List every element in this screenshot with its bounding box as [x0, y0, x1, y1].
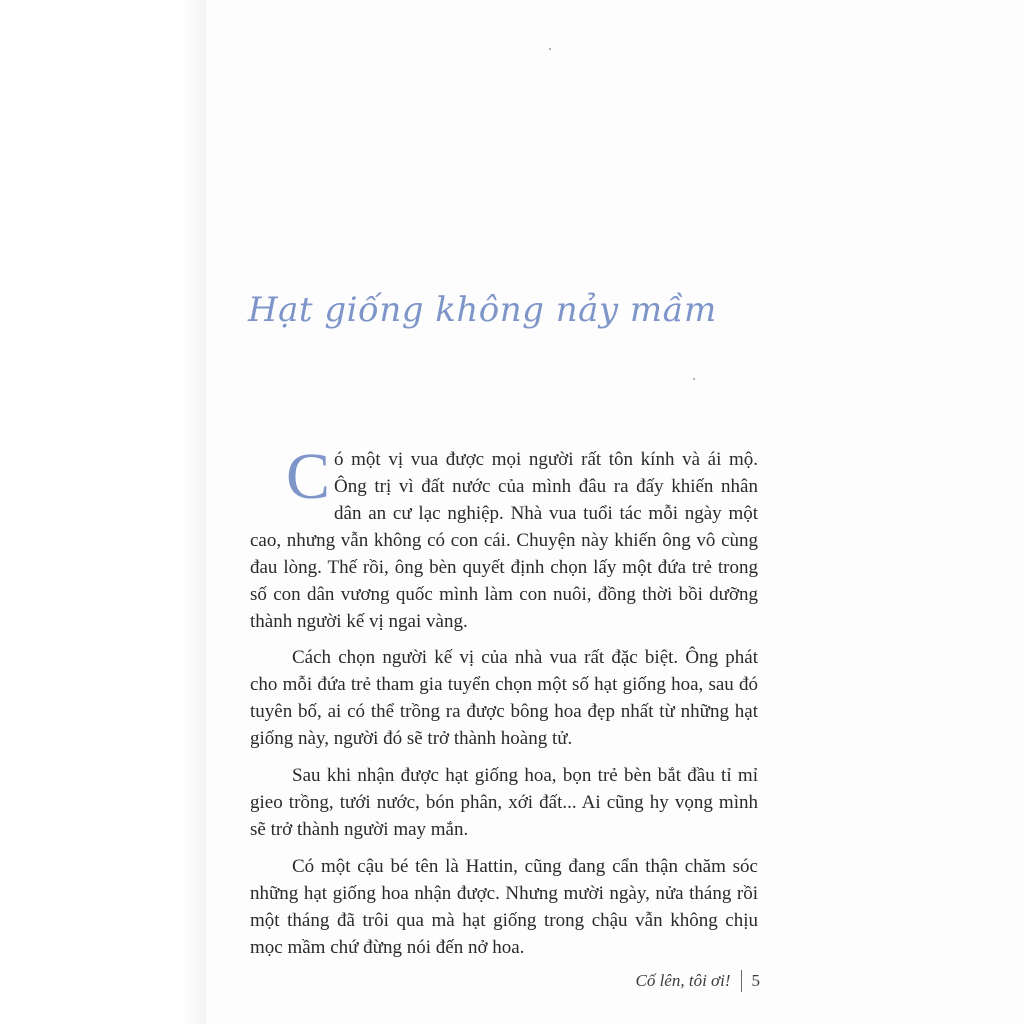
footer-divider	[741, 970, 742, 992]
paragraph-1	[250, 440, 758, 635]
paragraph-1-text: ó một vị vua được mọi người rất tôn kính và ái mộ. Ông trị vì đất nước của mình đâu ra đấy khiến nhân dân an cư lạc nghiệp. Nhà vua tuổi tác mỗi ngày một cao, nhưng vẫn không có con cái. Chuyện này khiến ông vô cùng đau lòng. Thế rồi, ông bèn quyết định chọn lấy một đứa trẻ trong số con dân vương quốc mình làm con nuôi, đồng thời bồi dưỡng thành người kế vị ngai vàng.	[250, 449, 758, 632]
drop-cap: C	[286, 440, 331, 513]
page-number: 5	[751, 971, 760, 990]
page-margin-shadow	[0, 0, 206, 1024]
paragraph-2: Cách chọn người kế vị của nhà vua rất đặc biệt. Ông phát cho mỗi đứa trẻ tham gia tuyển chọn một số hạt giống hoa, sau đó tuyên bố, ai có thể trồng ra được bông hoa đẹp nhất từ những hạt giống này, người đó sẽ trở thành hoàng tử.	[250, 647, 758, 749]
running-footer	[635, 970, 760, 992]
paragraph-3: Sau khi nhận được hạt giống hoa, bọn trẻ bèn bắt đầu tỉ mỉ gieo trồng, tưới nước, bón phân, xới đất... Ai cũng hy vọng mình sẽ trở thành người may mắn.	[250, 765, 758, 840]
chapter-body	[250, 440, 758, 971]
chapter-title: Hạt giống không nảy mầm	[248, 290, 717, 330]
footer-book-title: Cố lên, tôi ơi!	[635, 971, 731, 990]
paper-speck	[693, 378, 695, 380]
paper-speck	[549, 48, 551, 50]
paragraph-4: Có một cậu bé tên là Hattin, cũng đang cẩn thận chăm sóc những hạt giống hoa nhận được. Nhưng mười ngày, nửa tháng rồi một tháng đã trôi qua mà hạt giống trong chậu vẫn không chịu mọc mầm chứ đừng nói đến nở hoa.	[250, 856, 758, 958]
